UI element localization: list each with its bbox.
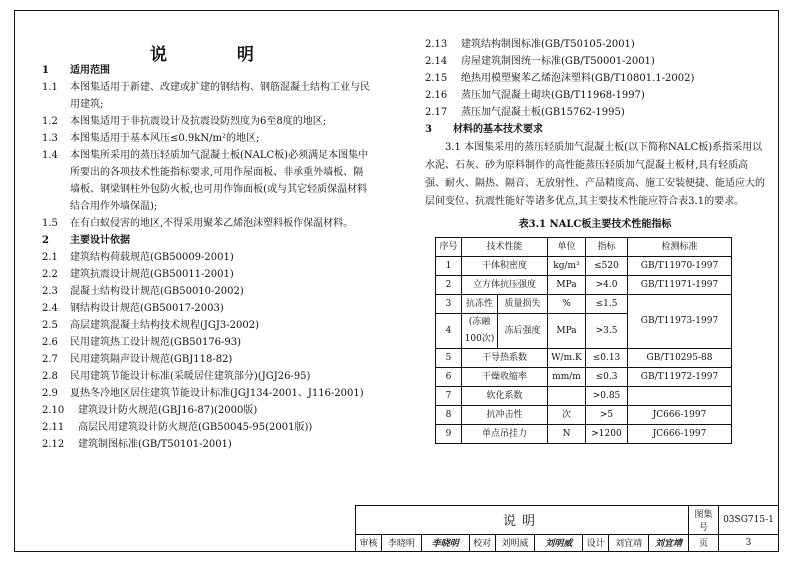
list-item [42,79,372,113]
item-number: 2.9 [42,388,58,399]
row-value: >5 [586,406,628,425]
row-no: 8 [436,406,462,425]
list-item [42,215,372,232]
reviewer-signature: 李晓明 [421,534,469,551]
item-number: 2.1 [42,252,58,263]
item-number: 2.7 [42,354,58,365]
list-item [425,53,765,70]
atlas-number-label: 图集号 [689,506,719,535]
title-block [355,505,779,552]
list-item [42,436,372,453]
atlas-number: 03SG715-1 [718,506,778,535]
item-text: 建筑设计防火规范(GBJ16-87)(2000版) [78,405,258,416]
item-text: 建筑结构荷载规范(GB50009-2001) [70,252,234,263]
item-number: 1.1 [42,82,58,93]
item-number: 2.16 [425,90,448,101]
row-no: 1 [436,257,462,276]
title-block-table [355,505,779,552]
row-standard: GB/T11971-1997 [628,276,732,295]
row-standard: JC666-1997 [628,425,732,444]
list-item [42,334,372,351]
list-item [42,419,372,436]
row-value: >0.85 [586,387,628,406]
item-text: 民用建筑隔声设计规范(GBJ118-82) [70,354,233,365]
row-no: 2 [436,276,462,295]
reviewer-name: 李晓明 [381,534,421,551]
item-number: 2.12 [42,439,65,450]
row-property: 干导热系数 [462,349,548,368]
page-number: 3 [718,534,778,551]
row-no: 9 [436,425,462,444]
section-3-paragraph: 3.1 本图集采用的蒸压轻质加气混凝土板(以下简称NALC板)系指采用以水泥、石灰、砂为原料制作的高性能蒸压轻质加气混凝土板材,具有轻质高强、耐火、隔热、隔音、无放射性、产品精度高、施工安装便捷、能适应大的层间变位、抗震性能好等诸多优点,其主要技术性能应符合表3.1的要求。 [425,142,765,207]
item-number: 2.2 [42,269,58,280]
list-item [42,300,372,317]
row-unit: kg/m³ [548,257,586,276]
row-property: 立方体抗压强度 [462,276,548,295]
item-number: 2.8 [42,371,58,382]
section-1-heading [42,62,372,79]
item-text: 混凝土结构设计规范(GB50010-2002) [70,286,244,297]
header-standard: 检测标准 [628,238,732,257]
item-text: 民用建筑热工设计规范(GB50176-93) [70,337,242,348]
list-item [42,113,372,130]
section-number: 2 [42,235,49,246]
table-row [436,257,732,276]
table-row [436,349,732,368]
row-property: 单点吊挂力 [462,425,548,444]
item-text: 绝热用模塑聚苯乙烯泡沫塑料(GB/T10801.1-2002) [461,73,695,84]
design-label: 设计 [583,534,609,551]
row-no: 7 [436,387,462,406]
checker-signature: 刘明威 [535,534,583,551]
list-item [425,70,765,87]
list-item [42,130,372,147]
section-title: 适用范围 [70,65,110,76]
item-number: 2.5 [42,320,58,331]
page-title: 说 明 [150,45,286,65]
row-property-group: (冻融100次) [462,314,498,349]
list-item [42,402,372,419]
section-number: 1 [42,65,49,76]
item-number: 1.5 [42,218,58,229]
list-item [42,249,372,266]
row-property: 干体积密度 [462,257,548,276]
item-text: 建筑制图标准(GB/T50101-2001) [78,439,232,450]
item-text: 本图集适用于基本风压≤0.9kN/m²的地区; [70,133,260,144]
row-property-group: 抗冻性 [462,295,498,314]
row-unit [548,387,586,406]
list-item [42,147,372,215]
item-text: 本图集所采用的蒸压轻质加气混凝土板(NALC板)必须满足本图集中所要出的各项技术性能指标要求,可用作屋面板、非承重外墙板、隔墙板、钢梁钢柱外包防火板,也可用作饰面板(或与其它轻质保温材料结合用作外墙保温); [70,150,369,212]
item-number: 1.3 [42,133,58,144]
item-number: 2.14 [425,56,448,67]
table-row [436,295,732,314]
list-item [42,385,372,402]
row-value: ≤520 [586,257,628,276]
table-title: 表3.1 NALC板主要技术性能指标 [518,219,672,230]
list-item [425,87,765,104]
header-value: 指标 [586,238,628,257]
item-text: 在有白蚁侵害的地区,不得采用聚苯乙烯泡沫塑料板作保温材料。 [70,218,354,229]
item-text: 蒸压加气混凝土板(GB15762-1995) [461,107,625,118]
row-standard: GB/T10295-88 [628,349,732,368]
item-text: 蒸压加气混凝土砌块(GB/T11968-1997) [461,90,645,101]
row-unit: 次 [548,406,586,425]
section-title: 材料的基本技术要求 [453,124,543,135]
row-no: 4 [436,314,462,349]
row-value: ≤1.5 [586,295,628,314]
item-number: 2.3 [42,286,58,297]
item-number: 2.17 [425,107,448,118]
row-no: 3 [436,295,462,314]
right-column [425,36,765,444]
row-standard: GB/T11973-1997 [628,295,732,349]
item-number: 2.6 [42,337,58,348]
section-3-heading [425,121,765,138]
item-number: 1.4 [42,150,58,161]
row-unit: mm/m [548,368,586,387]
row-property: 抗冲击性 [462,406,548,425]
row-unit: MPa [548,314,586,349]
row-property: 软化系数 [462,387,548,406]
item-text: 本图集适用于新建、改建或扩建的钢结构、钢筋混凝土结构工业与民用建筑; [70,82,370,110]
item-number: 2.13 [425,39,448,50]
item-text: 建筑抗震设计规范(GB50011-2001) [70,269,234,280]
item-number: 2.11 [42,422,65,433]
row-no: 6 [436,368,462,387]
list-item [425,36,765,53]
header-unit: 单位 [548,238,586,257]
left-column [42,36,372,453]
header-property: 技术性能 [462,238,548,257]
item-text: 房屋建筑制图统一标准(GB/T50001-2001) [461,56,655,67]
list-item [42,368,372,385]
table-row [436,387,732,406]
page-label: 页 [689,534,719,551]
list-item [42,283,372,300]
list-item [42,266,372,283]
section-2-heading [42,232,372,249]
designer-signature: 刘宜靖 [649,534,689,551]
row-property-sub: 质量损失 [498,295,548,314]
item-number: 1.2 [42,116,58,127]
list-item [425,104,765,121]
item-text: 高层民用建筑设计防火规范(GB50045-95(2001版)) [78,422,313,433]
item-text: 高层建筑混凝土结构技术规程(JGJ3-2002) [70,320,259,331]
row-unit: MPa [548,276,586,295]
row-value: >3.5 [586,314,628,349]
spec-table [435,237,732,444]
row-standard: JC666-1997 [628,406,732,425]
item-text: 夏热冬冷地区居住建筑节能设计标准(JGJ134-2001、J116-2001) [70,388,364,399]
designer-name: 刘宜靖 [609,534,649,551]
item-number: 2.15 [425,73,448,84]
row-property-sub: 冻后强度 [498,314,548,349]
row-value: >4.0 [586,276,628,295]
item-number: 2.10 [42,405,65,416]
row-standard: GB/T11972-1997 [628,368,732,387]
list-item [42,317,372,334]
header-no: 序号 [436,238,462,257]
review-label: 审核 [356,534,382,551]
row-unit: % [548,295,586,314]
row-standard: GB/T11970-1997 [628,257,732,276]
item-text: 建筑结构制图标准(GB/T50105-2001) [461,39,635,50]
table-row [436,406,732,425]
section-number: 3 [425,124,432,135]
row-unit: N [548,425,586,444]
item-number: 2.4 [42,303,58,314]
item-text: 钢结构设计规范(GB50017-2003) [70,303,224,314]
table-row [436,276,732,295]
item-text: 本图集适用于非抗震设计及抗震设防烈度为6至8度的地区; [70,116,327,127]
check-label: 校对 [469,534,495,551]
row-no: 5 [436,349,462,368]
checker-name: 刘明威 [495,534,535,551]
table-row [436,368,732,387]
table-header-row [436,238,732,257]
table-row [436,425,732,444]
row-property: 干燥收缩率 [462,368,548,387]
drawing-title: 说明 [356,506,689,535]
row-standard [628,387,732,406]
item-text: 民用建筑节能设计标准(采暖居住建筑部分)(JGJ26-95) [70,371,311,382]
row-value: >1200 [586,425,628,444]
list-item [42,351,372,368]
row-value: ≤0.13 [586,349,628,368]
row-unit: W/m.K [548,349,586,368]
section-title: 主要设计依据 [70,235,130,246]
row-value: ≤0.3 [586,368,628,387]
